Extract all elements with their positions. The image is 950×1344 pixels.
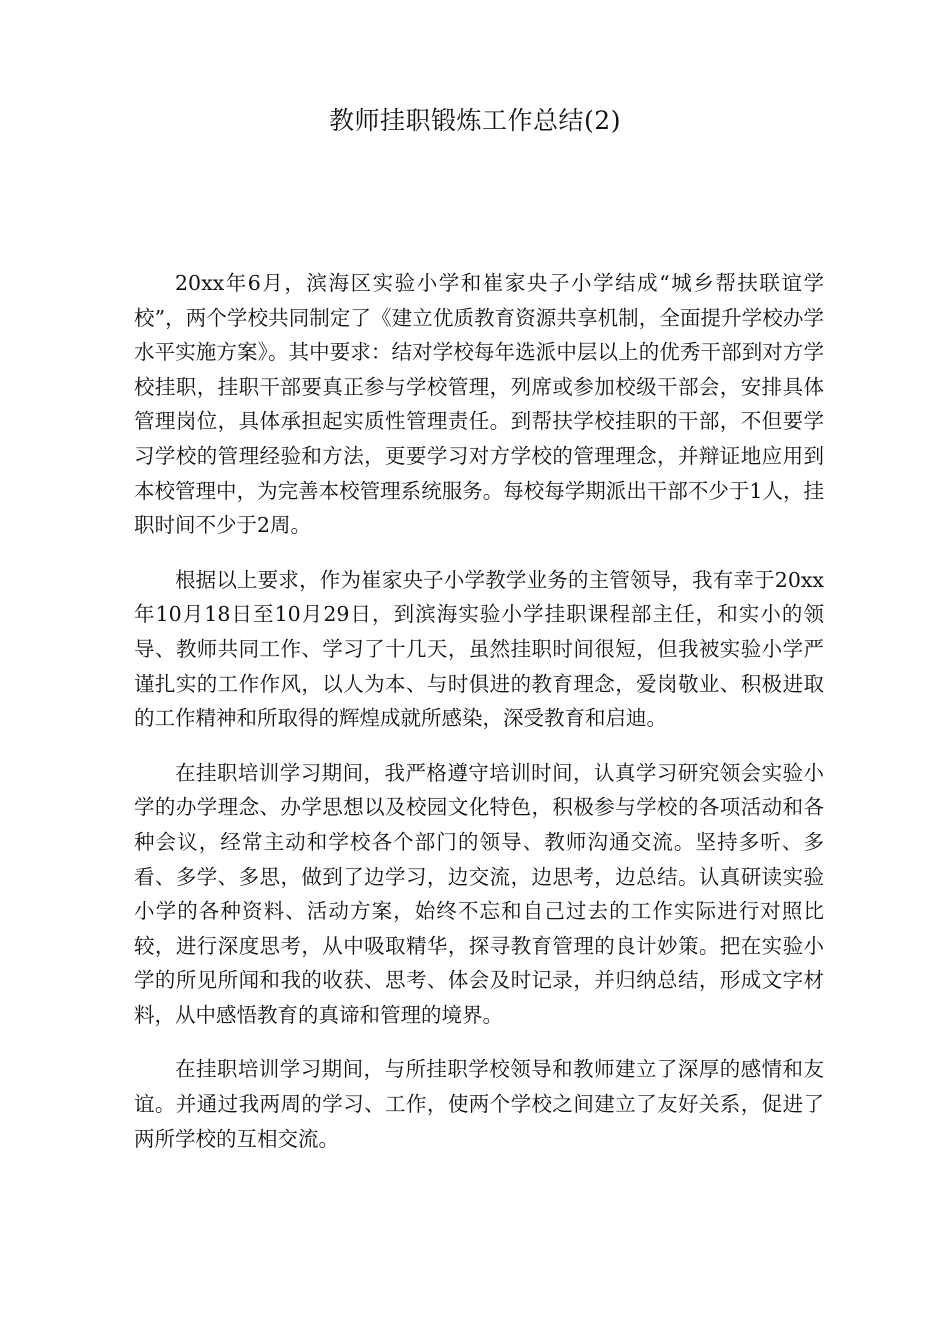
paragraph-1: 20xx年6月，滨海区实验小学和崔家央子小学结成“城乡帮扶联谊学校”，两个学校共同制定了《建立优质教育资源共享机制，全面提升学校办学水平实施方案》。其中要求：结对学校每年选派中层以上的优秀干部到对方学校挂职，挂职干部要真正参与学校管理，列席或参加校级干部会，安排具体管理岗位，具体承担起实质性管理责任。到帮扶学校挂职的干部，不但要学习学校的管理经验和方法，更要学习对方学校的管理理念，并辩证地应用到本校管理中，为完善本校管理系统服务。每校每学期派出干部不少于1人，挂职时间不少于2周。 [134,271,824,538]
paragraph-2: 根据以上要求，作为崔家央子小学教学业务的主管领导，我有幸于20xx年10月18日至10月29日，到滨海实验小学挂职课程部主任，和实小的领导、教师共同工作、学习了十几天，虽然挂职时间很短，但我被实验小学严谨扎实的工作作风，以人为本、与时俱进的教育理念，爱岗敬业、积极进取的工作精神和所取得的辉煌成就所感染，深受教育和启迪。 [134,567,824,731]
paragraph-4: 在挂职培训学习期间，与所挂职学校领导和教师建立了深厚的感情和友谊。并通过我两周的学习、工作，使两个学校之间建立了友好关系，促进了两所学校的互相交流。 [134,1057,824,1151]
paragraph-3: 在挂职培训学习期间，我严格遵守培训时间，认真学习研究领会实验小学的办学理念、办学思想以及校园文化特色，积极参与学校的各项活动和各种会议，经常主动和学校各个部门的领导、教师沟通交流。坚持多听、多看、多学、多思，做到了边学习，边交流，边思考，边总结。认真研读实验小学的各种资料、活动方案，始终不忘和自己过去的工作实际进行对照比较，进行深度思考，从中吸取精华，探寻教育管理的良计妙策。把在实验小学的所见所闻和我的收获、思考、体会及时记录，并归纳总结，形成文字材料，从中感悟教育的真谛和管理的境界。 [134,760,824,1027]
document-title: 教师挂职锻炼工作总结(2) [329,106,621,135]
document-body [134,266,824,1176]
